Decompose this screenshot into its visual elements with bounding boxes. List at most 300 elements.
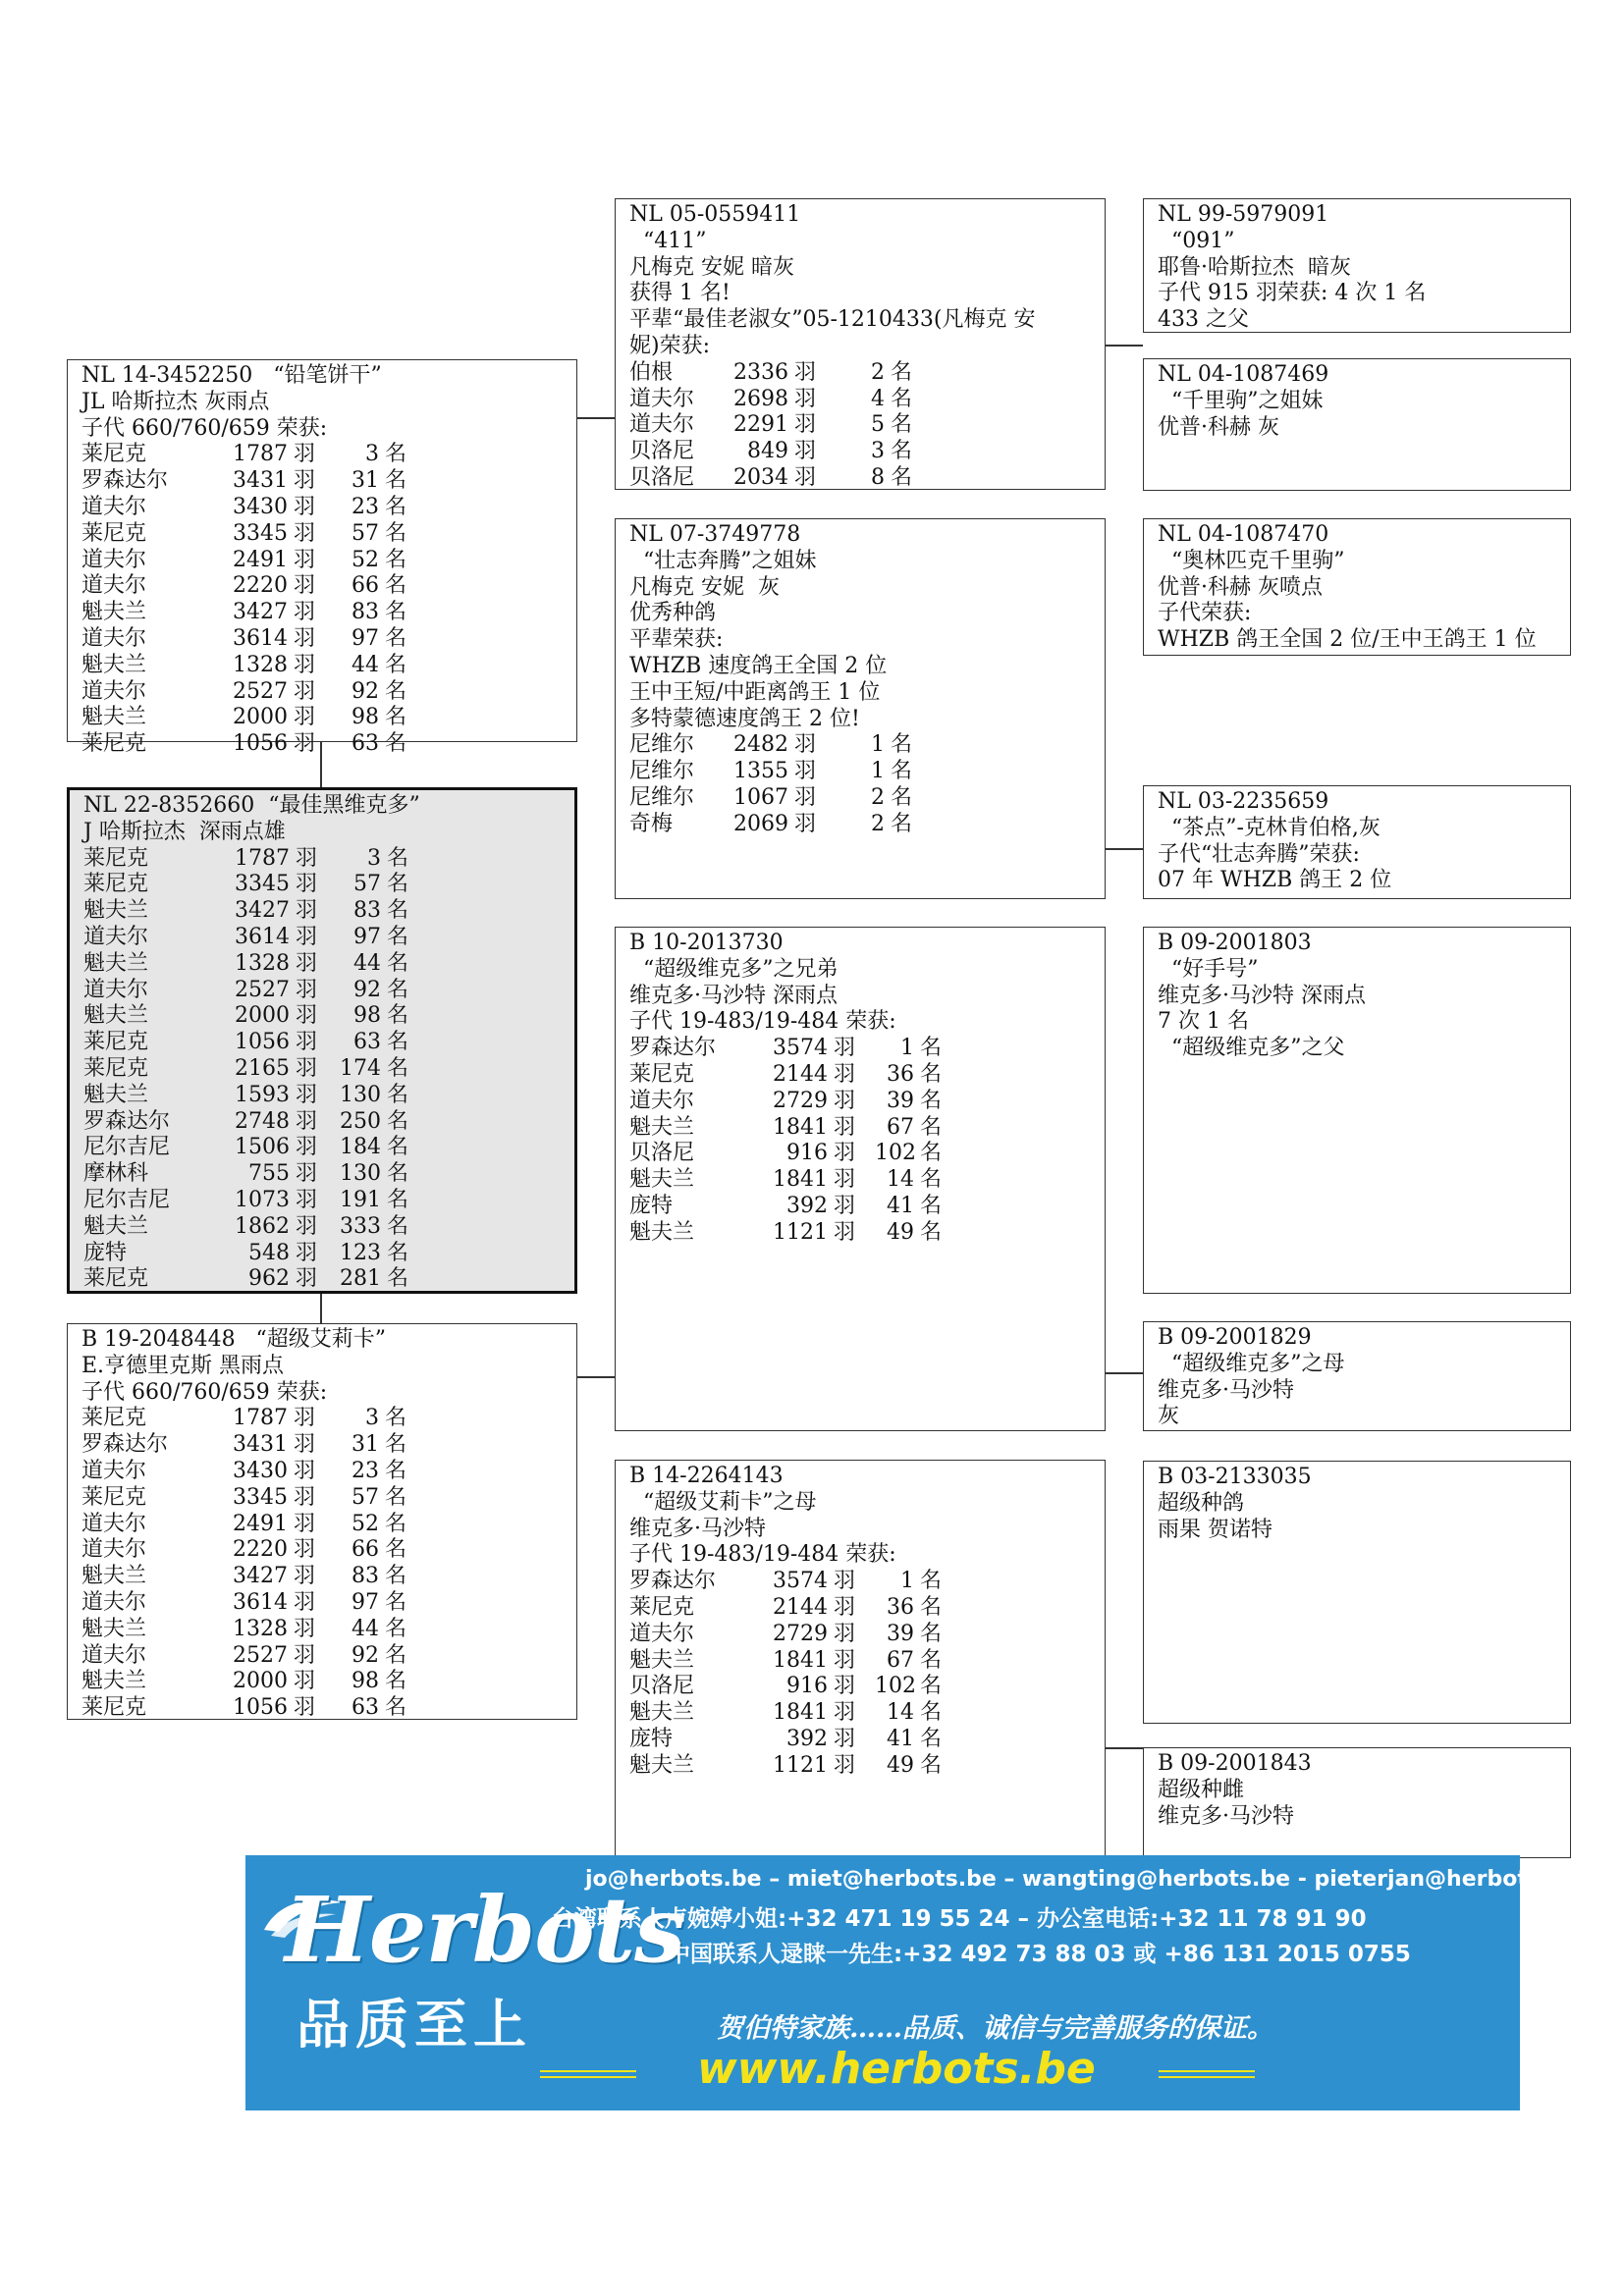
place-rank: 52	[352, 547, 379, 572]
bird-count: 2220	[233, 1537, 288, 1563]
ring-number: B 09-2001843	[1158, 1751, 1312, 1776]
herbots-banner	[245, 1855, 1579, 2110]
place-rank: 41	[887, 1193, 914, 1218]
bird-count: 3574	[773, 1569, 828, 1594]
pedigree-text-line: 子代荣获:	[1158, 601, 1252, 626]
connector	[1104, 1747, 1143, 1749]
race-location: 魁夫兰	[83, 1213, 149, 1239]
bird-count: 1506	[235, 1135, 290, 1160]
bird-count: 2491	[233, 547, 288, 572]
feather-unit: 羽	[296, 1187, 318, 1212]
pedigree-card-dam-dam	[615, 1460, 1106, 1858]
race-result-row	[629, 1648, 1091, 1675]
place-rank: 97	[352, 1589, 379, 1615]
race-result-row	[83, 1056, 561, 1083]
race-location: 庞特	[629, 1193, 674, 1218]
bird-count: 2729	[773, 1621, 828, 1646]
pedigree-text-line: 维克多·马沙特	[1158, 1377, 1294, 1403]
connector	[1104, 848, 1143, 850]
race-result-row	[629, 1062, 1091, 1089]
ring-number: B 09-2001829	[1158, 1325, 1312, 1350]
race-location: 尼维尔	[629, 784, 695, 810]
pedigree-card-dsd	[1143, 1321, 1571, 1431]
place-unit: 名	[920, 1193, 943, 1218]
bird-count: 2000	[235, 1003, 290, 1029]
place-rank: 57	[352, 1484, 379, 1510]
feather-unit: 羽	[294, 705, 316, 730]
race-result-row	[81, 521, 563, 548]
place-rank: 52	[352, 1511, 379, 1536]
pedigree-card-dam-sire	[615, 927, 1106, 1431]
race-result-row	[81, 1406, 563, 1432]
feather-unit: 羽	[294, 1616, 316, 1641]
feather-unit: 羽	[294, 1458, 316, 1483]
place-rank: 83	[353, 898, 381, 924]
place-unit: 名	[387, 1082, 409, 1107]
bird-count: 1121	[773, 1219, 828, 1245]
feather-unit: 羽	[294, 600, 316, 625]
divider	[540, 2070, 636, 2080]
place-rank: 1	[871, 732, 885, 758]
pedigree-text-line: WHZB 鸽王全国 2 位/王中王鸽王 1 位	[1158, 627, 1537, 653]
bird-count: 3614	[233, 625, 288, 651]
place-rank: 63	[353, 1030, 381, 1055]
place-unit: 名	[385, 1406, 407, 1431]
race-result-row	[81, 653, 563, 679]
place-unit: 名	[385, 494, 407, 519]
race-location: 魁夫兰	[81, 1616, 147, 1641]
place-rank: 31	[352, 468, 379, 494]
race-result-row	[629, 1036, 1091, 1062]
race-location: 贝洛尼	[629, 1674, 695, 1699]
place-unit: 名	[385, 731, 407, 757]
pedigree-text-line: 超级种鸽	[1158, 1490, 1245, 1516]
race-location: 魁夫兰	[83, 1003, 149, 1029]
place-unit: 名	[385, 678, 407, 704]
ring-number: NL 22-8352660 “最佳黑维克多”	[83, 793, 420, 818]
pedigree-text-line: 优秀种鸽	[629, 601, 717, 626]
race-location: 魁夫兰	[629, 1167, 695, 1193]
pedigree-text-line: “超级维克多”之兄弟	[629, 956, 839, 982]
place-unit: 名	[387, 845, 409, 871]
race-location: 魁夫兰	[629, 1219, 695, 1245]
race-location: 魁夫兰	[81, 705, 147, 730]
place-rank: 41	[887, 1726, 914, 1751]
race-location: 魁夫兰	[83, 1082, 149, 1107]
place-rank: 130	[340, 1082, 381, 1107]
race-location: 莱尼克	[629, 1061, 695, 1087]
feather-unit: 羽	[294, 625, 316, 651]
bird-count: 755	[248, 1161, 290, 1187]
feather-unit: 羽	[834, 1569, 856, 1594]
place-unit: 名	[920, 1700, 943, 1726]
feather-unit: 羽	[794, 811, 817, 836]
pedigree-text-line: 灰	[1158, 1404, 1180, 1429]
feather-unit: 羽	[794, 386, 817, 411]
bird-count: 1328	[235, 950, 290, 976]
race-location: 罗森达尔	[81, 1432, 169, 1458]
divider	[1159, 2070, 1255, 2080]
place-rank: 130	[340, 1161, 381, 1187]
pedigree-text-line: “千里驹”之姐妹	[1158, 388, 1324, 413]
place-rank: 2	[871, 359, 885, 385]
place-unit: 名	[891, 759, 913, 784]
place-unit: 名	[385, 600, 407, 625]
place-unit: 名	[387, 977, 409, 1002]
race-result-row	[629, 387, 1091, 413]
ring-number: NL 99-5979091	[1158, 202, 1329, 227]
pedigree-card-sire-dam	[615, 518, 1106, 899]
pedigree-text-line: 凡梅克 安妮 暗灰	[629, 254, 794, 280]
bird-count: 2491	[233, 1511, 288, 1536]
pedigree-text-line: “好手号”	[1158, 956, 1259, 982]
race-location: 贝洛尼	[629, 464, 695, 490]
email-list[interactable]: jo@herbots.be – miet@herbots.be – wangting@herbots.be - pieterjan@herbots.be	[585, 1867, 1579, 1892]
place-unit: 名	[920, 1141, 943, 1166]
pedigree-text-line: 子代 660/760/659 荣获:	[81, 415, 328, 441]
bird-count: 1841	[773, 1700, 828, 1726]
place-rank: 2	[871, 784, 885, 810]
race-location: 道夫尔	[83, 977, 149, 1002]
ring-number: B 14-2264143	[629, 1464, 784, 1488]
race-result-row	[83, 951, 561, 978]
herbots-logo: Herbots	[285, 1877, 684, 1983]
pedigree-text-line: “奥林匹克千里驹”	[1158, 548, 1345, 573]
bird-count: 3614	[235, 924, 290, 949]
race-location: 道夫尔	[81, 1511, 147, 1536]
race-result-row	[81, 1459, 563, 1485]
feather-unit: 羽	[294, 1511, 316, 1536]
place-rank: 3	[871, 439, 885, 464]
pedigree-card-sire	[67, 359, 577, 757]
race-location: 道夫尔	[81, 625, 147, 651]
race-result-row	[81, 1669, 563, 1695]
race-location: 庞特	[83, 1240, 128, 1265]
race-location: 道夫尔	[629, 1621, 695, 1646]
race-location: 魁夫兰	[83, 950, 149, 976]
place-rank: 281	[340, 1266, 381, 1292]
feather-unit: 羽	[294, 1406, 316, 1431]
ring-number: B 10-2013730	[629, 931, 784, 955]
place-rank: 102	[875, 1674, 916, 1699]
bird-count: 1056	[233, 1695, 288, 1721]
bird-count: 1787	[233, 442, 288, 467]
race-location: 莱尼克	[83, 845, 149, 871]
place-unit: 名	[891, 811, 913, 836]
race-result-row	[81, 1432, 563, 1459]
feather-unit: 羽	[296, 845, 318, 871]
place-rank: 44	[352, 652, 379, 677]
feather-unit: 羽	[834, 1647, 856, 1673]
feather-unit: 羽	[294, 442, 316, 467]
place-unit: 名	[385, 705, 407, 730]
place-rank: 92	[352, 1642, 379, 1668]
bird-count: 3427	[233, 600, 288, 625]
place-rank: 14	[887, 1167, 914, 1193]
pedigree-text-line: 超级种雌	[1158, 1777, 1245, 1802]
pedigree-text-line: E.亨德里克斯 黑雨点	[81, 1353, 285, 1378]
feather-unit: 羽	[794, 464, 817, 490]
feather-unit: 羽	[296, 1161, 318, 1187]
race-location: 莱尼克	[81, 442, 147, 467]
race-location: 奇梅	[629, 811, 674, 836]
place-unit: 名	[385, 468, 407, 494]
china-contact: 中国联系人逯睐一先生:+32 492 73 88 03 或 +86 131 2015 0755	[668, 1942, 1411, 1967]
place-rank: 66	[352, 573, 379, 599]
pedigree-text-line: “超级艾莉卡”之母	[629, 1489, 817, 1515]
race-location: 罗森达尔	[629, 1569, 717, 1594]
place-rank: 98	[352, 705, 379, 730]
race-location: 道夫尔	[83, 924, 149, 949]
place-unit: 名	[920, 1674, 943, 1699]
website-link[interactable]: www.herbots.be	[697, 2044, 1096, 2094]
place-rank: 36	[887, 1594, 914, 1620]
race-location: 道夫尔	[81, 573, 147, 599]
feather-unit: 羽	[294, 1432, 316, 1458]
place-rank: 5	[871, 412, 885, 438]
race-result-row	[83, 978, 561, 1004]
feather-unit: 羽	[834, 1726, 856, 1751]
pedigree-text-line: 优普·科赫 灰	[1158, 414, 1279, 440]
place-unit: 名	[385, 1432, 407, 1458]
race-location: 莱尼克	[83, 1266, 149, 1292]
pedigree-text-line: 获得 1 名!	[629, 281, 731, 306]
race-result-row	[81, 573, 563, 600]
race-location: 莱尼克	[83, 872, 149, 897]
place-rank: 57	[353, 872, 381, 897]
race-result-row	[81, 1537, 563, 1564]
place-unit: 名	[385, 1564, 407, 1589]
race-result-row	[629, 1569, 1091, 1595]
place-unit: 名	[385, 520, 407, 546]
feather-unit: 羽	[834, 1674, 856, 1699]
bird-count: 2034	[733, 464, 788, 490]
place-rank: 184	[340, 1135, 381, 1160]
place-rank: 3	[367, 845, 381, 871]
feather-unit: 羽	[294, 1537, 316, 1563]
race-result-row	[83, 1030, 561, 1056]
race-result-row	[629, 1089, 1091, 1115]
place-unit: 名	[891, 464, 913, 490]
feather-unit: 羽	[834, 1167, 856, 1193]
place-rank: 63	[352, 731, 379, 757]
bird-count: 3427	[235, 898, 290, 924]
race-result-row	[629, 1167, 1091, 1194]
bird-count: 2748	[235, 1108, 290, 1134]
race-result-row	[629, 1115, 1091, 1142]
race-result-row	[83, 872, 561, 898]
bird-count: 3427	[233, 1564, 288, 1589]
place-rank: 23	[352, 494, 379, 519]
ring-number: B 09-2001803	[1158, 931, 1312, 955]
race-location: 魁夫兰	[81, 1669, 147, 1694]
race-location: 道夫尔	[81, 494, 147, 519]
place-rank: 39	[887, 1088, 914, 1113]
pedigree-card-sss	[1143, 198, 1571, 333]
race-location: 贝洛尼	[629, 439, 695, 464]
race-location: 莱尼克	[81, 1406, 147, 1431]
feather-unit: 羽	[794, 732, 817, 758]
feather-unit: 羽	[794, 359, 817, 385]
race-location: 魁夫兰	[83, 898, 149, 924]
race-result-row	[81, 1617, 563, 1643]
place-rank: 3	[365, 1406, 379, 1431]
bird-count: 3431	[233, 468, 288, 494]
place-unit: 名	[385, 573, 407, 599]
pedigree-text-line: “411”	[629, 228, 707, 253]
race-location: 魁夫兰	[629, 1752, 695, 1778]
pedigree-text-line: “超级维克多”之父	[1158, 1036, 1345, 1061]
race-result-row	[81, 1590, 563, 1617]
place-unit: 名	[387, 1055, 409, 1081]
race-location: 罗森达尔	[629, 1036, 717, 1061]
connector	[320, 1294, 322, 1323]
race-location: 魁夫兰	[629, 1114, 695, 1140]
bird-count: 2291	[733, 412, 788, 438]
feather-unit: 羽	[834, 1700, 856, 1726]
pedigree-text-line: 平辈“最佳老淑女”05-1210433(凡梅克 安	[629, 307, 1036, 333]
bird-count: 2000	[233, 1669, 288, 1694]
pedigree-text-line: 维克多·马沙特 深雨点	[1158, 983, 1366, 1008]
bird-count: 392	[786, 1726, 828, 1751]
bird-count: 3431	[233, 1432, 288, 1458]
bird-count: 392	[786, 1193, 828, 1218]
race-location: 魁夫兰	[81, 652, 147, 677]
bird-count: 2482	[733, 732, 788, 758]
place-unit: 名	[387, 1030, 409, 1055]
place-rank: 3	[365, 442, 379, 467]
race-location: 尼维尔	[629, 732, 695, 758]
feather-unit: 羽	[834, 1594, 856, 1620]
place-unit: 名	[891, 732, 913, 758]
place-unit: 名	[387, 1266, 409, 1292]
place-rank: 49	[887, 1219, 914, 1245]
place-unit: 名	[891, 412, 913, 438]
connector	[1104, 345, 1143, 347]
feather-unit: 羽	[296, 977, 318, 1002]
race-result-row	[81, 1485, 563, 1512]
place-rank: 36	[887, 1061, 914, 1087]
ring-number: NL 04-1087470	[1158, 522, 1329, 547]
race-location: 道夫尔	[81, 547, 147, 572]
place-unit: 名	[920, 1167, 943, 1193]
bird-count: 2527	[235, 977, 290, 1002]
pedigree-text-line: 子代 915 羽荣获: 4 次 1 名	[1158, 281, 1427, 306]
feather-unit: 羽	[296, 1135, 318, 1160]
ring-number: NL 07-3749778	[629, 522, 801, 547]
feather-unit: 羽	[794, 412, 817, 438]
race-result-row	[629, 1753, 1091, 1780]
race-location: 莱尼克	[83, 1030, 149, 1055]
pedigree-text-line: 平辈荣获:	[629, 627, 724, 653]
place-rank: 102	[875, 1141, 916, 1166]
feather-unit: 羽	[294, 1669, 316, 1694]
place-rank: 23	[352, 1458, 379, 1483]
race-result-row	[629, 1700, 1091, 1727]
bird-count: 2527	[233, 1642, 288, 1668]
feather-unit: 羽	[834, 1114, 856, 1140]
taiwan-contact: 台湾联系人卢婉婷小姐:+32 471 19 55 24 – 办公室电话:+32 11 78 91 90	[552, 1906, 1367, 1932]
bird-count: 916	[786, 1674, 828, 1699]
place-unit: 名	[385, 625, 407, 651]
feather-unit: 羽	[294, 731, 316, 757]
race-location: 莱尼克	[83, 1055, 149, 1081]
feather-unit: 羽	[794, 784, 817, 810]
race-result-row	[81, 1695, 563, 1722]
place-rank: 174	[340, 1055, 381, 1081]
tagline: 贺伯特家族……品质、诚信与完善服务的保证。	[717, 2013, 1273, 2044]
place-unit: 名	[920, 1752, 943, 1778]
feather-unit: 羽	[296, 898, 318, 924]
connector	[1104, 1372, 1143, 1374]
pedigree-text-line: 子代 660/760/659 荣获:	[81, 1379, 328, 1405]
feather-unit: 羽	[294, 652, 316, 677]
race-result-row	[83, 898, 561, 925]
feather-unit: 羽	[296, 1266, 318, 1292]
place-rank: 191	[340, 1187, 381, 1212]
place-unit: 名	[385, 1695, 407, 1721]
place-unit: 名	[385, 652, 407, 677]
race-location: 罗森达尔	[81, 468, 169, 494]
race-location: 莱尼克	[81, 1484, 147, 1510]
place-unit: 名	[387, 1187, 409, 1212]
place-unit: 名	[920, 1088, 943, 1113]
race-result-row	[81, 626, 563, 653]
feather-unit: 羽	[834, 1752, 856, 1778]
pedigree-card-sds	[1143, 518, 1571, 656]
pedigree-text-line: 多特蒙德速度鸽王 2 位!	[629, 706, 860, 731]
race-location: 道夫尔	[81, 1537, 147, 1563]
feather-unit: 羽	[834, 1621, 856, 1646]
place-unit: 名	[920, 1114, 943, 1140]
race-result-row	[629, 812, 1091, 838]
ring-number: NL 14-3452250 “铅笔饼干”	[81, 363, 382, 388]
place-rank: 39	[887, 1621, 914, 1646]
place-rank: 1	[871, 759, 885, 784]
place-rank: 98	[353, 1003, 381, 1029]
feather-unit: 羽	[834, 1036, 856, 1061]
bird-count: 2336	[733, 359, 788, 385]
connector	[575, 1376, 615, 1378]
pedigree-card-dam	[67, 1323, 577, 1720]
place-rank: 92	[353, 977, 381, 1002]
race-result-row	[629, 1141, 1091, 1167]
race-result-row	[81, 548, 563, 574]
race-result-row	[83, 1241, 561, 1267]
feather-unit: 羽	[834, 1088, 856, 1113]
place-rank: 1	[900, 1036, 914, 1061]
place-rank: 63	[352, 1695, 379, 1721]
race-result-row	[83, 1266, 561, 1293]
bird-count: 1841	[773, 1167, 828, 1193]
race-result-row	[629, 412, 1091, 439]
race-result-row	[629, 465, 1091, 492]
bird-count: 2165	[235, 1055, 290, 1081]
race-location: 摩林科	[83, 1161, 149, 1187]
feather-unit: 羽	[294, 547, 316, 572]
race-result-row	[81, 679, 563, 706]
feather-unit: 羽	[294, 468, 316, 494]
race-result-row	[83, 1003, 561, 1030]
ring-number: B 19-2048448 “超级艾莉卡”	[81, 1327, 387, 1352]
race-location: 罗森达尔	[83, 1108, 171, 1134]
bird-count: 2220	[233, 573, 288, 599]
pedigree-card-dss	[1143, 927, 1571, 1294]
feather-unit: 羽	[294, 494, 316, 519]
feather-unit: 羽	[296, 924, 318, 949]
race-location: 魁夫兰	[629, 1700, 695, 1726]
race-result-row	[81, 731, 563, 758]
